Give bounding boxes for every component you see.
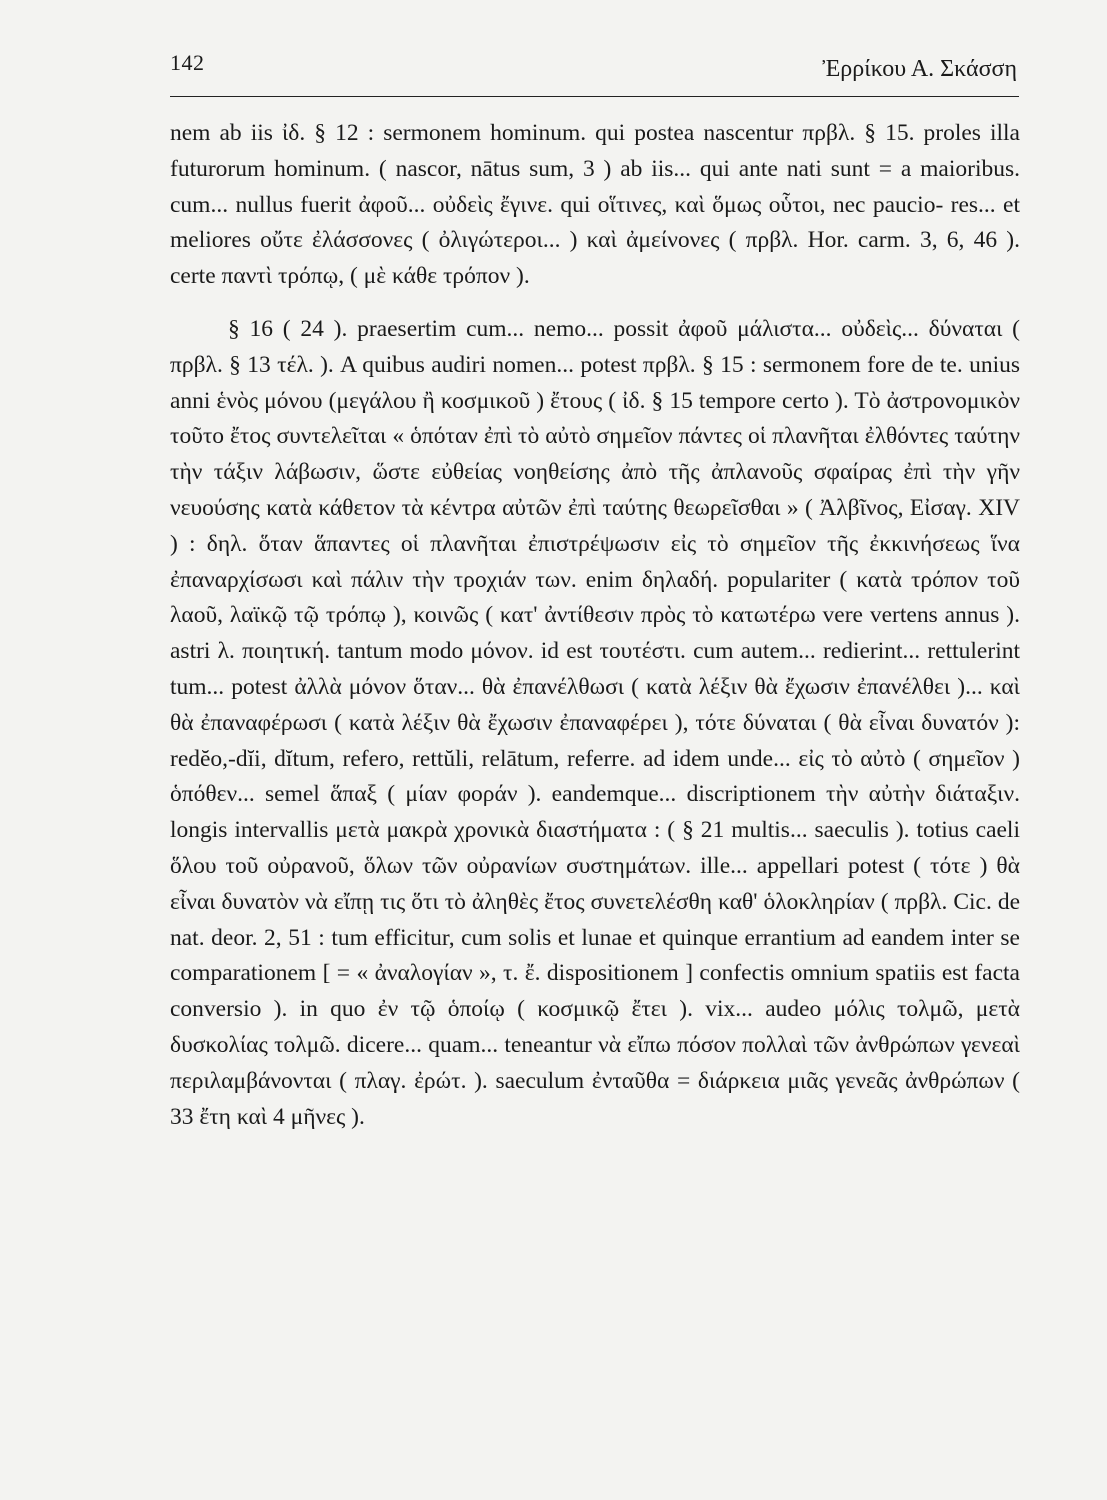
- running-head: Ἐρρίκου Α. Σκάσση: [822, 56, 1017, 82]
- page-number: 142: [170, 50, 205, 75]
- commentary-paragraph-section-16: § 16 ( 24 ). praesertim cum... nemo... possit ἀφοῦ μάλιστα... οὐδεὶς... δύναται ( πρβλ. § 13 τέλ. ). A quibus audiri nomen... potest πρβλ. § 15 : sermonem fore de te. unius anni ἑνὸς μόνου (μεγάλου ἢ κοσμικοῦ ) ἔτους ( ἰδ. § 15 tempore certo ). Τὸ ἀστρονομικὸν τοῦτο ἔτος συντελεῖται « ὁπόταν ἐπὶ τὸ αὐτὸ σημεῖον πάντες οἱ πλανῆται ἐλθόντες ταύτην τὴν τάξιν λάβωσιν, ὥστε εὐθείας νοηθείσης ἀπὸ τῆς ἀπλανοῦς σφαίρας ἐπὶ τὴν γῆν νευούσης κατὰ κάθετον τὰ κέντρα αὐτῶν ἐπὶ ταύτης θεωρεῖσθαι » ( Ἀλβῖνος, Εἰσαγ. XIV ) : δηλ. ὅταν ἅπαντες οἱ πλανῆται ἐπιστρέψωσιν εἰς τὸ σημεῖον τῆς ἐκκινήσεως ἵνα ἐπαναρχίσωσι καὶ πάλιν τὴν τροχιάν των. enim δηλαδή. populariter ( κατὰ τρόπον τοῦ λαοῦ, λαϊκῷ τῷ τρόπῳ ), κοινῶς ( κατ' ἀντίθεσιν πρὸς τὸ κατωτέρω vere vertens annus ). astri λ. ποιητική. tantum modo μόνον. id est τουτέστι. cum autem... redierint... rettulerint tum... potest ἀλλὰ μόνον ὅταν... θὰ ἐπανέλθωσι ( κατὰ λέξιν θὰ ἔχωσιν ἐπανέλθει )... καὶ θὰ ἐπαναφέρωσι ( κατὰ λέξιν θὰ ἔχωσιν ἐπαναφέρει ), τότε δύναται ( θὰ εἶναι δυνατόν ): redĕo,-dĭi, dĭtum, refero, rettŭli, relātum, referre. ad idem unde... εἰς τὸ αὐτὸ ( σημεῖον ) ὁπόθεν... semel ἅπαξ ( μίαν φοράν ). eandemque... discriptionem τὴν αὐτὴν διάταξιν. longis intervallis μετὰ μακρὰ χρονικὰ διαστήματα : ( § 21 multis... saeculis ). totius caeli ὅλου τοῦ οὐρανοῦ, ὅλων τῶν οὐρανίων συστημάτων. ille... appellari potest ( τότε ) θὰ εἶναι δυνατὸν νὰ εἴπῃ τις ὅτι τὸ ἀληθὲς ἔτος συνετελέσθη καθ' ὁλοκληρίαν ( πρβλ. Cic. de nat. deor. 2, 51 : tum efficitur, cum solis et lunae et quinque errantium ad eandem inter se comparationem [ = « ἀναλογίαν », τ. ἔ. dispositionem ] confectis omnium spatiis est facta conversio ). in quo ἐν τῷ ὁποίῳ ( κοσμικῷ ἔτει ). vix... audeo μόλις τολμῶ, μετὰ δυσκολίας τολμῶ. dicere... quam... teneantur νὰ εἴπω πόσον πολλαὶ τῶν ἀνθρώπων γενεαὶ περιλαμβάνονται ( πλαγ. ἐρώτ. ). saeculum ἐνταῦθα = διάρκεια μιᾶς γενεᾶς ἀνθρώπων ( 33 ἔτη καὶ 4 μῆνες ).: [170, 315, 1020, 1130]
- commentary-text: [170, 116, 1020, 1135]
- commentary-paragraph-continued: nem ab iis ἰδ. § 12 : sermonem hominum. qui postea nascentur πρβλ. § 15. proles illa futurorum hominum. ( nascor, nātus sum, 3 ) ab iis... qui ante nati sunt = a maioribus. cum... nullus fuerit ἀφοῦ... οὐδεὶς ἔγινε. qui οἵτινες, καὶ ὅμως οὗτοι, nec paucio- res... et meliores οὔτε ἐλάσσονες ( ὀλιγώτεροι... ) καὶ ἀμείνονες ( πρβλ. Hor. carm. 3, 6, 46 ). certe παντὶ τρόπῳ, ( μὲ κάθε τρόπον ).: [170, 120, 1020, 290]
- page-header: [170, 42, 1019, 97]
